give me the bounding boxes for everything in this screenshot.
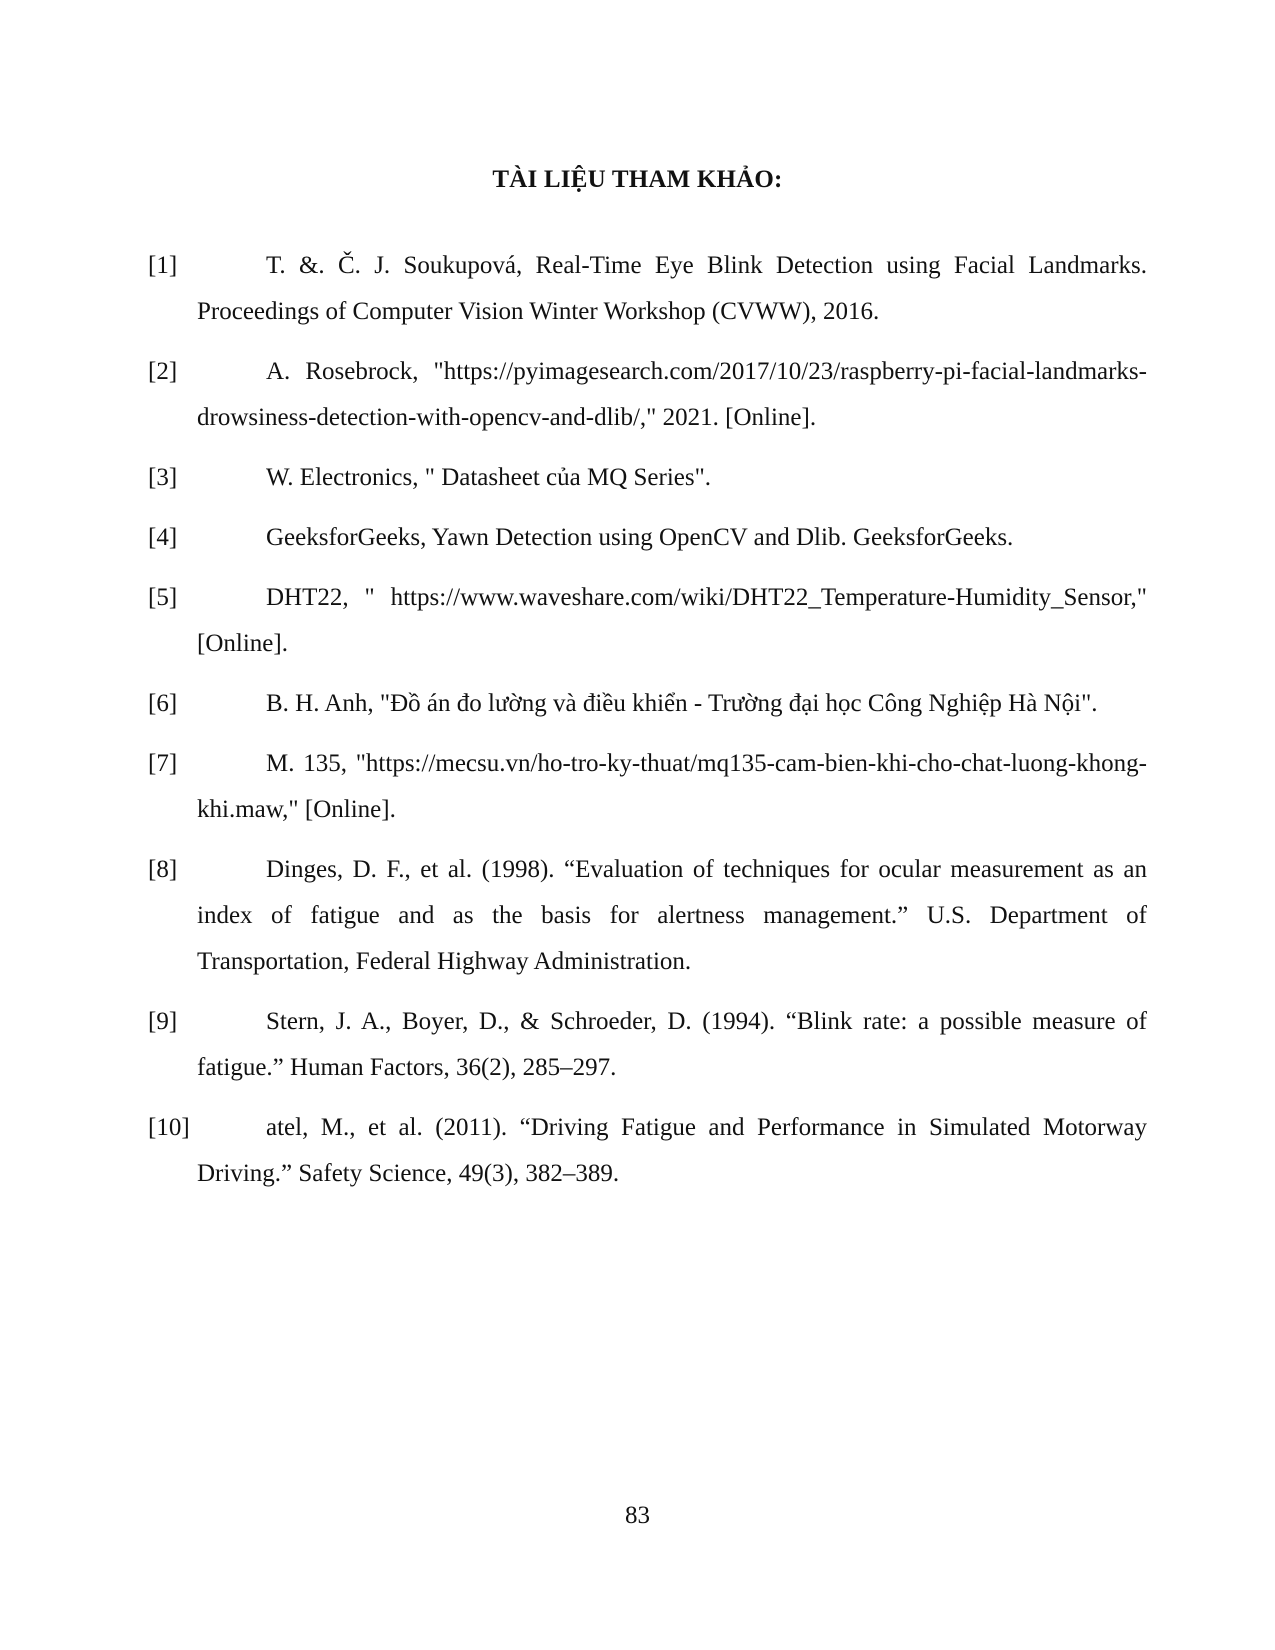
reference-text: W. Electronics, " Datasheet của MQ Series". — [266, 464, 712, 491]
reference-number: [1] — [148, 252, 178, 279]
reference-item — [0, 999, 1275, 1091]
reference-text: Stern, J. A., Boyer, D., & Schroeder, D. (1994). “Blink rate: a possible measure of fatigue.” Human Factors, 36(2), 285–297. — [197, 1008, 1147, 1081]
reference-item — [0, 575, 1275, 667]
reference-list — [0, 243, 1275, 1211]
reference-item — [0, 455, 1275, 501]
reference-number: [8] — [148, 856, 178, 883]
page-number: 83 — [625, 1502, 650, 1529]
reference-text: GeeksforGeeks, Yawn Detection using OpenCV and Dlib. GeeksforGeeks. — [266, 524, 1014, 551]
page-title: TÀI LIỆU THAM KHẢO: — [492, 166, 783, 193]
reference-text: Dinges, D. F., et al. (1998). “Evaluation of techniques for ocular measurement as an index of fatigue and as the basis for alertness management.” U.S. Department of Transportation, Federal Highway Administration. — [197, 856, 1147, 975]
reference-text: M. 135, "https://mecsu.vn/ho-tro-ky-thuat/mq135-cam-bien-khi-cho-chat-luong-khong-khi.maw," [Online]. — [197, 750, 1147, 823]
reference-item — [0, 243, 1275, 335]
reference-number: [7] — [148, 750, 178, 777]
reference-number: [10] — [148, 1114, 190, 1141]
reference-number: [6] — [148, 690, 178, 717]
reference-item — [0, 847, 1275, 985]
reference-number: [9] — [148, 1008, 178, 1035]
reference-text: T. &. Č. J. Soukupová, Real-Time Eye Blink Detection using Facial Landmarks. Proceedings of Computer Vision Winter Workshop (CVWW), 2016. — [197, 252, 1147, 325]
reference-text: A. Rosebrock, "https://pyimagesearch.com/2017/10/23/raspberry-pi-facial-landmarks-drowsiness-detection-with-opencv-and-dlib/," 2021. [Online]. — [197, 358, 1147, 431]
reference-item — [0, 515, 1275, 561]
reference-text: DHT22, " https://www.waveshare.com/wiki/DHT22_Temperature-Humidity_Sensor," [Online]. — [197, 584, 1147, 657]
reference-item — [0, 349, 1275, 441]
reference-item — [0, 1105, 1275, 1197]
reference-text: B. H. Anh, "Đồ án đo lường và điều khiển - Trường đại học Công Nghiệp Hà Nội". — [266, 690, 1098, 717]
reference-text: atel, M., et al. (2011). “Driving Fatigue and Performance in Simulated Motorway Driving.” Safety Science, 49(3), 382–389. — [197, 1114, 1147, 1187]
reference-number: [3] — [148, 464, 178, 491]
reference-item — [0, 681, 1275, 727]
reference-number: [2] — [148, 358, 178, 385]
reference-item — [0, 741, 1275, 833]
reference-number: [5] — [148, 584, 178, 611]
reference-number: [4] — [148, 524, 178, 551]
